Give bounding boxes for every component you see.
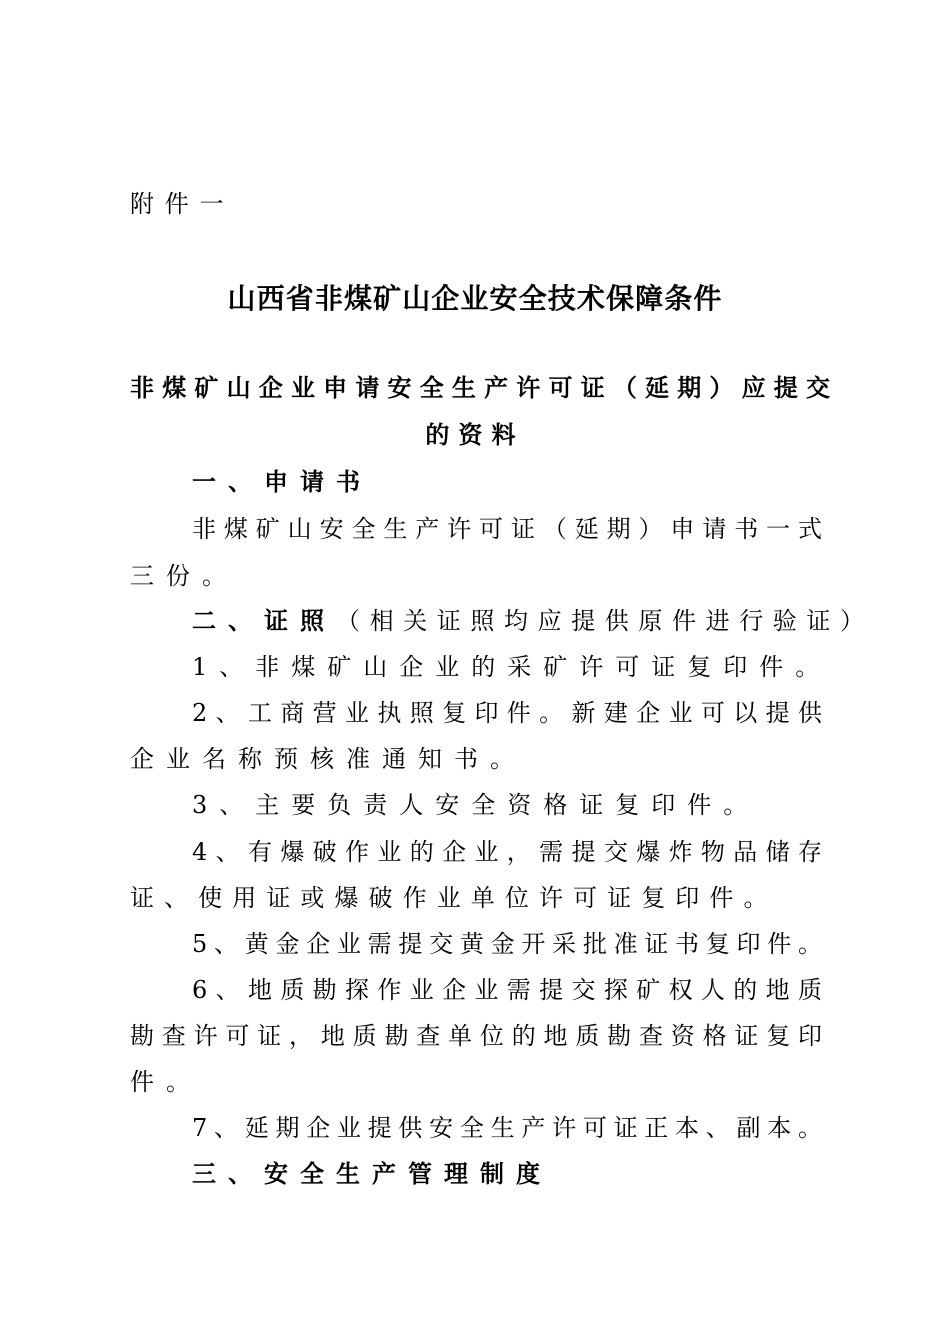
license-item-2-line-1: 2、工商营业执照复印件。新建企业可以提供	[192, 699, 822, 727]
section-title-line-1: 非煤矿山企业申请安全生产许可证（延期）应提交	[130, 373, 830, 402]
heading-application: 一、申请书	[192, 467, 372, 496]
heading-safety-management: 三、安全生产管理制度	[192, 1159, 552, 1188]
application-body-line-1: 非煤矿山安全生产许可证（延期）申请书一式	[192, 515, 822, 543]
document-title: 山西省非煤矿山企业安全技术保障条件	[227, 282, 723, 315]
license-item-6-line-3: 件。	[130, 1068, 202, 1096]
license-item-3: 3、主要负责人安全资格证复印件。	[192, 791, 760, 819]
license-item-4-line-1: 4、有爆破作业的企业，需提交爆炸物品储存	[192, 838, 822, 866]
attachment-label: 附件一	[130, 190, 235, 218]
application-body-line-2: 三份。	[130, 562, 238, 590]
license-item-2-line-2: 企业名称预核准通知书。	[130, 745, 526, 773]
license-item-6-line-2: 勘查许可证，地质勘查单位的地质勘查资格证复印	[130, 1022, 822, 1050]
license-item-7: 7、延期企业提供安全生产许可证正本、副本。	[192, 1114, 822, 1142]
heading-licenses: 二、证照	[192, 606, 336, 635]
licenses-note: （相关证照均应提供原件进行验证）	[336, 607, 874, 635]
license-item-6-line-1: 6、地质勘探作业企业需提交探矿权人的地质	[192, 976, 822, 1004]
license-item-4-line-2: 证、使用证或爆破作业单位许可证复印件。	[130, 884, 778, 912]
license-item-1: 1、非煤矿山企业的采矿许可证复印件。	[192, 653, 832, 681]
heading-licenses-row	[192, 606, 874, 636]
license-item-5: 5、黄金企业需提交黄金开采批准证书复印件。	[192, 930, 822, 958]
section-title-line-2: 的资料	[425, 420, 525, 449]
